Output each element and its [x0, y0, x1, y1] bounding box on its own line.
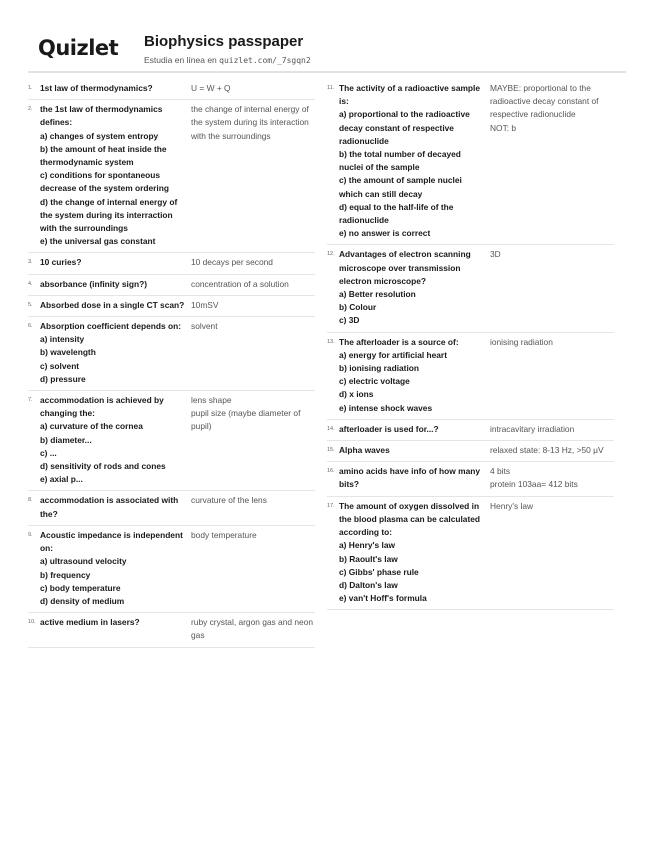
flashcard-row: [327, 420, 614, 441]
card-term: The afterloader is a source of: a) energy for artificial heart b) ionising radiation c) electric voltage d) x ions e) intense shock waves: [339, 336, 459, 413]
card-term: Acoustic impedance is independent on: a) ultrasound velocity b) frequency c) body temperature d) density of medium: [40, 529, 183, 606]
card-number: 13.: [327, 338, 335, 345]
card-number: 11.: [327, 85, 335, 91]
flashcard-row: [28, 613, 315, 647]
card-term: absorbance (infinity sign?): [40, 278, 148, 289]
subtitle: [144, 55, 311, 65]
card-number: 8.: [28, 497, 33, 504]
flashcard-row: [28, 275, 315, 296]
flashcard-row: [327, 333, 614, 420]
flashcard-row: [28, 100, 315, 253]
card-definition: the change of internal energy of the system during its interaction with the surroundings: [191, 104, 309, 141]
card-term: active medium in lasers?: [40, 617, 140, 628]
flashcard-row: [28, 79, 315, 100]
card-definition: 3D: [490, 249, 501, 260]
card-number: 17.: [327, 502, 335, 509]
card-definition: MAYBE: proportional to the radioactive decay constant of respective radionuclide NOT: b: [490, 83, 599, 133]
card-term: amino acids have info of how many bits?: [339, 466, 481, 490]
quizlet-logo[interactable]: Quizlet: [38, 36, 119, 60]
flashcard-row: [28, 296, 315, 317]
flashcard-row: [327, 245, 614, 332]
card-definition: Henry's law: [490, 500, 534, 511]
card-number: 7.: [28, 397, 33, 404]
flashcard-row: [28, 391, 315, 491]
flashcard-row: [28, 526, 315, 613]
card-definition: 4 bits protein 103aa= 412 bits: [490, 466, 578, 490]
card-number: 3.: [28, 259, 33, 266]
card-term: the 1st law of thermodynamics defines: a) changes of system entropy b) the amount of heat inside the thermodynamic system c) conditions for spontaneous decrease of the system ordering d) the change of internal energy of the system during its interraction with the surroundings e) the universal gas constant: [40, 104, 178, 247]
right-column: [327, 79, 614, 610]
card-definition: curvature of the lens: [191, 495, 267, 506]
subtitle-prefix: Estudia en línea en: [144, 55, 220, 65]
card-term: 1st law of thermodynamics?: [40, 83, 153, 93]
header-divider: [28, 71, 626, 73]
card-definition: lens shape pupil size (maybe diameter of pupil): [191, 395, 301, 432]
card-definition: U = W + Q: [191, 83, 231, 93]
page-title: Biophysics passpaper: [144, 33, 304, 50]
card-number: 2.: [28, 106, 33, 113]
card-number: 14.: [327, 425, 335, 432]
left-column: [28, 79, 315, 648]
card-definition: ruby crystal, argon gas and neon gas: [191, 617, 313, 641]
card-number: 10.: [28, 619, 36, 626]
flashcard-row: [327, 497, 614, 611]
card-term: afterloader is used for...?: [339, 423, 439, 434]
card-number: 4.: [28, 280, 33, 287]
card-number: 5.: [28, 301, 33, 308]
card-number: 1.: [28, 85, 33, 91]
card-term: Advantages of electron scanning microscope over transmission electron microscope? a) Better resolution b) Colour c) 3D: [339, 249, 471, 326]
card-definition: ionising radiation: [490, 336, 553, 347]
card-definition: 10mSV: [191, 299, 219, 310]
card-term: Alpha waves: [339, 445, 390, 456]
card-definition: solvent: [191, 321, 218, 332]
card-term: accommodation is achieved by changing the: a) curvature of the cornea b) diameter... c) ... d) sensitivity of rods and cones e) axial p...: [40, 395, 166, 485]
card-number: 15.: [327, 447, 335, 454]
header: [38, 32, 628, 72]
study-url-link[interactable]: quizlet.com/_7sgqn2: [219, 56, 311, 65]
card-definition: concentration of a solution: [191, 278, 289, 289]
flashcard-row: [28, 253, 315, 274]
card-number: 6.: [28, 323, 33, 330]
card-term: The amount of oxygen dissolved in the blood plasma can be calculated according to: a) Henry's law b) Raoult's law c) Gibbs' phase rule d) Dalton's law e) van't Hoff's formula: [339, 500, 481, 604]
flashcard-row: [327, 462, 614, 496]
card-term: The activity of a radioactive sample is: a) proportional to the radioactive decay constant of respective radionuclide b) the total number of decayed nuclei of the sample c) the amount of sample nuclei which can still decay d) equal to the half-life of the radionuclide e) no answer is correct: [339, 83, 481, 239]
flashcard-row: [327, 441, 614, 462]
card-definition: intracavitary irradiation: [490, 423, 575, 434]
card-number: 9.: [28, 531, 33, 538]
card-term: accommodation is associated with the?: [40, 495, 179, 519]
card-term: Absorption coefficient depends on: a) intensity b) wavelength c) solvent d) pressure: [40, 321, 181, 384]
card-number: 16.: [327, 468, 335, 475]
flashcard-row: [28, 317, 315, 391]
card-number: 12.: [327, 251, 335, 258]
card-definition: body temperature: [191, 529, 257, 540]
card-term: 10 curies?: [40, 257, 82, 268]
card-term: Absorbed dose in a single CT scan?: [40, 299, 185, 310]
card-definition: 10 decays per second: [191, 257, 273, 268]
card-definition: relaxed state: 8-13 Hz, >50 μV: [490, 445, 604, 456]
flashcard-row: [327, 79, 614, 245]
flashcard-row: [28, 491, 315, 525]
